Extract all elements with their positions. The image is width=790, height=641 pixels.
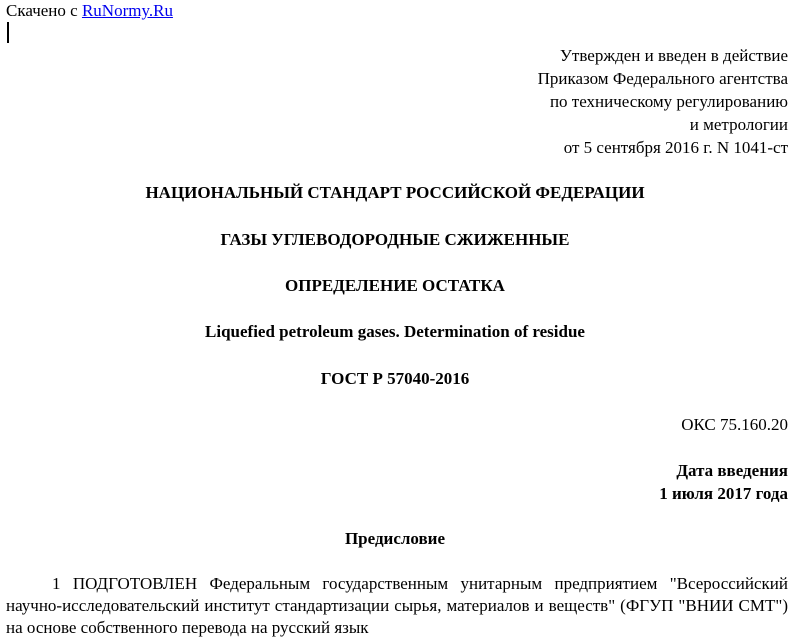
- foreword-paragraph: 1 ПОДГОТОВЛЕН Федеральным государственным унитарным предприятием "Всероссийский научно-исследовательский институт стандартизации сырья, материалов и веществ" (ФГУП "ВНИИ СМТ") на основе собственного перевода на русский язык: [6, 574, 788, 637]
- approval-line: от 5 сентября 2016 г. N 1041-ст: [563, 138, 788, 157]
- subject-title: ГАЗЫ УГЛЕВОДОРОДНЫЕ СЖИЖЕННЫЕ: [220, 230, 570, 249]
- standard-designation: ГОСТ Р 57040-2016: [320, 369, 470, 388]
- method-title: ОПРЕДЕЛЕНИЕ ОСТАТКА: [285, 276, 505, 295]
- approval-line: и метрологии: [689, 115, 788, 134]
- runormy-link[interactable]: RuNormy.Ru: [81, 1, 173, 20]
- text-cursor: [7, 22, 9, 43]
- oks-code: ОКС 75.160.20: [681, 415, 788, 434]
- english-title: Liquefied petroleum gases. Determination of residue: [205, 322, 585, 341]
- effective-date-label: Дата введения: [676, 461, 788, 480]
- approval-line: Приказом Федерального агентства: [537, 69, 788, 88]
- foreword-heading: Предисловие: [344, 529, 446, 548]
- effective-date-value: 1 июля 2017 года: [659, 484, 788, 503]
- download-source-line: [6, 1, 173, 21]
- approval-line: Утвержден и введен в действие: [559, 46, 788, 65]
- download-source-prefix: Скачено с: [6, 1, 78, 20]
- standard-type-title: НАЦИОНАЛЬНЫЙ СТАНДАРТ РОССИЙСКОЙ ФЕДЕРАЦИИ: [145, 183, 645, 202]
- approval-line: по техническому регулированию: [549, 92, 788, 111]
- approval-block: [538, 44, 788, 159]
